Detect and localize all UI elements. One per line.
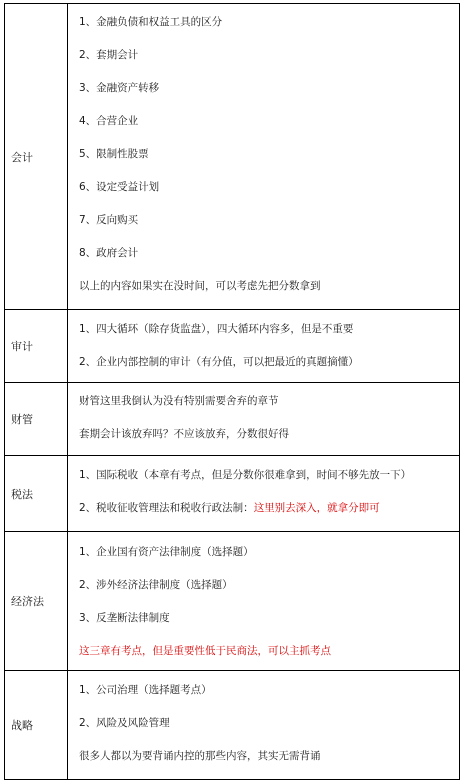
subject-table-body bbox=[5, 4, 460, 780]
subject-label: 会计 bbox=[11, 150, 33, 164]
content-line-text: 很多人都以为要背诵内控的那些内容，其实无需背诵 bbox=[79, 750, 321, 762]
content-line bbox=[68, 536, 459, 569]
content-line-text: 6、设定受益计划 bbox=[79, 181, 160, 193]
section-row bbox=[5, 456, 460, 532]
content-line-text: 1、国际税收（本章有考点，但是分数你很难拿到，时间不够先放一下） bbox=[79, 469, 412, 481]
content-line bbox=[68, 313, 459, 346]
content-line bbox=[68, 602, 459, 635]
content-line-text: 财管这里我倒认为没有特别需要舍弃的章节 bbox=[79, 395, 279, 407]
content-line-text: 以上的内容如果实在没时间，可以考虑先把分数拿到 bbox=[79, 280, 321, 292]
content-line bbox=[68, 569, 459, 602]
content-line-text: 7、反向购买 bbox=[79, 214, 139, 226]
content-line bbox=[68, 39, 459, 72]
content-line-text: 1、四大循环（除存货监盘），四大循环内容多，但是不重要 bbox=[79, 323, 354, 335]
content-line bbox=[68, 204, 459, 237]
content-line-text: 1、金融负债和权益工具的区分 bbox=[79, 16, 223, 28]
content-line bbox=[68, 171, 459, 204]
subject-cell bbox=[5, 456, 68, 532]
content-line-text: 1、企业国有资产法律制度（选择题） bbox=[79, 546, 254, 558]
content-cell bbox=[68, 383, 460, 456]
content-line-text: 4、合营企业 bbox=[79, 115, 139, 127]
subject-cell bbox=[5, 532, 68, 671]
subject-label: 税法 bbox=[11, 487, 33, 501]
content-line bbox=[68, 492, 459, 525]
content-line bbox=[68, 138, 459, 171]
subject-label: 审计 bbox=[11, 340, 33, 353]
content-line bbox=[68, 6, 459, 39]
content-line bbox=[68, 105, 459, 138]
content-line-text: 5、限制性股票 bbox=[79, 148, 149, 160]
highlight-text: 这里别去深入，就拿分即可 bbox=[253, 502, 380, 514]
content-line-text: 8、政府会计 bbox=[79, 247, 139, 259]
section-row bbox=[5, 671, 460, 780]
section-row bbox=[5, 310, 460, 383]
content-line-text: 2、涉外经济法律制度（选择题） bbox=[79, 579, 233, 591]
section-row bbox=[5, 383, 460, 456]
content-line-text: 3、金融资产转移 bbox=[79, 82, 160, 94]
subject-cell bbox=[5, 671, 68, 780]
content-cell bbox=[68, 671, 460, 780]
subject-label: 战略 bbox=[11, 719, 33, 732]
content-line bbox=[68, 72, 459, 105]
subject-table bbox=[4, 3, 460, 780]
content-line-text: 3、反垄断法律制度 bbox=[79, 612, 170, 624]
subject-cell bbox=[5, 310, 68, 383]
section-row bbox=[5, 4, 460, 310]
content-line bbox=[68, 740, 459, 773]
subject-label: 财管 bbox=[11, 413, 33, 426]
content-line-text: 2、企业内部控制的审计（有分值，可以把最近的真题摘懂） bbox=[79, 356, 359, 368]
content-line bbox=[68, 459, 459, 492]
content-line bbox=[68, 346, 459, 379]
content-line-text: 2、税收征收管理法和税收行政法制： bbox=[79, 502, 254, 514]
content-line bbox=[68, 707, 459, 740]
content-cell bbox=[68, 532, 460, 671]
content-line-text: 1、公司治理（选择题考点） bbox=[79, 684, 212, 696]
subject-cell bbox=[5, 383, 68, 456]
highlight-note bbox=[68, 635, 459, 668]
subject-label: 经济法 bbox=[11, 595, 44, 608]
subject-cell bbox=[5, 4, 68, 310]
content-line bbox=[68, 674, 459, 707]
content-line bbox=[68, 418, 459, 451]
content-cell bbox=[68, 310, 460, 383]
content-line bbox=[68, 385, 459, 418]
content-line-text: 套期会计该放弃吗？不应该放弃，分数很好得 bbox=[79, 428, 289, 440]
content-line bbox=[68, 237, 459, 270]
content-cell bbox=[68, 456, 460, 532]
content-line bbox=[68, 270, 459, 303]
content-line-text: 这三章有考点，但是重要性低于民商法，可以主抓考点 bbox=[79, 645, 331, 657]
section-row bbox=[5, 532, 460, 671]
content-line-text: 2、套期会计 bbox=[79, 49, 139, 61]
content-cell bbox=[68, 4, 460, 310]
content-line-text: 2、风险及风险管理 bbox=[79, 717, 170, 729]
